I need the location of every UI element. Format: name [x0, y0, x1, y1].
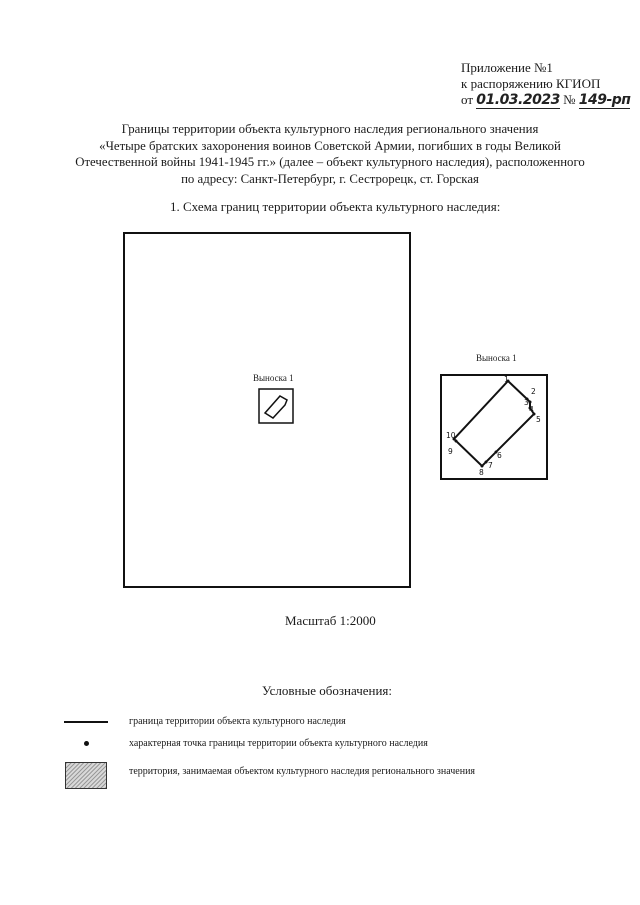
callout-1-frame — [440, 374, 548, 480]
boundary-point — [529, 401, 532, 404]
point-label: 8 — [479, 468, 484, 477]
map-scale: Масштаб 1:2000 — [285, 613, 376, 628]
legend-title: Условные обозначения: — [262, 683, 393, 698]
legend-hatch-symbol — [65, 762, 107, 789]
callout-title: Выноска 1 — [476, 353, 517, 363]
point-label: 5 — [536, 415, 541, 424]
legend-line-symbol — [64, 721, 108, 723]
boundary-map — [123, 232, 411, 588]
appendix-header — [461, 60, 630, 108]
map-callout-label: Выноска 1 — [253, 373, 294, 383]
title-line: Границы территории объекта культурного наследия регионального значения — [121, 122, 539, 136]
number-prefix: № — [563, 92, 576, 107]
document-title — [40, 121, 620, 187]
legend-text-territory: территория, занимаемая объектом культурного наследия регионального значения — [129, 766, 476, 777]
title-line: «Четыре братских захоронения воинов Советской Армии, погибших в годы Великой — [99, 138, 561, 153]
legend-dot-symbol — [84, 741, 89, 746]
map-callout-marker — [258, 388, 296, 426]
callout-1-drawing — [442, 376, 546, 478]
point-label: 9 — [448, 447, 453, 456]
callout-frame — [259, 389, 293, 423]
appendix-number: Приложение №1 — [461, 60, 553, 75]
point-label: 6 — [497, 451, 502, 460]
title-line: Отечественной войны 1941-1945 гг.» (далее – объект культурного наследия), расположенного — [75, 155, 585, 169]
point-label: 4 — [529, 405, 534, 414]
date-prefix: от — [461, 92, 474, 107]
handwritten-number: 149-рп — [578, 92, 631, 108]
title-line: по адресу: Санкт-Петербург, г. Сестрорецк, ст. Горская — [181, 171, 479, 186]
boundary-outline-small — [265, 396, 287, 418]
point-label: 1 — [504, 376, 509, 384]
point-label: 3 — [524, 398, 529, 407]
legend-text-boundary: граница территории объекта культурного наследия — [129, 716, 346, 727]
point-label: 10 — [446, 431, 456, 440]
legend-text-point: характерная точка границы территории объекта культурного наследия — [129, 738, 428, 749]
point-label: 2 — [531, 387, 536, 396]
appendix-order: к распоряжению КГИОП — [461, 76, 601, 91]
handwritten-date: 01.03.2023 — [476, 92, 560, 108]
appendix-date-line — [461, 92, 630, 108]
section-heading: 1. Схема границ территории объекта культурного наследия: — [170, 199, 501, 214]
point-label: 7 — [488, 461, 493, 470]
boundary-outline — [454, 381, 534, 466]
